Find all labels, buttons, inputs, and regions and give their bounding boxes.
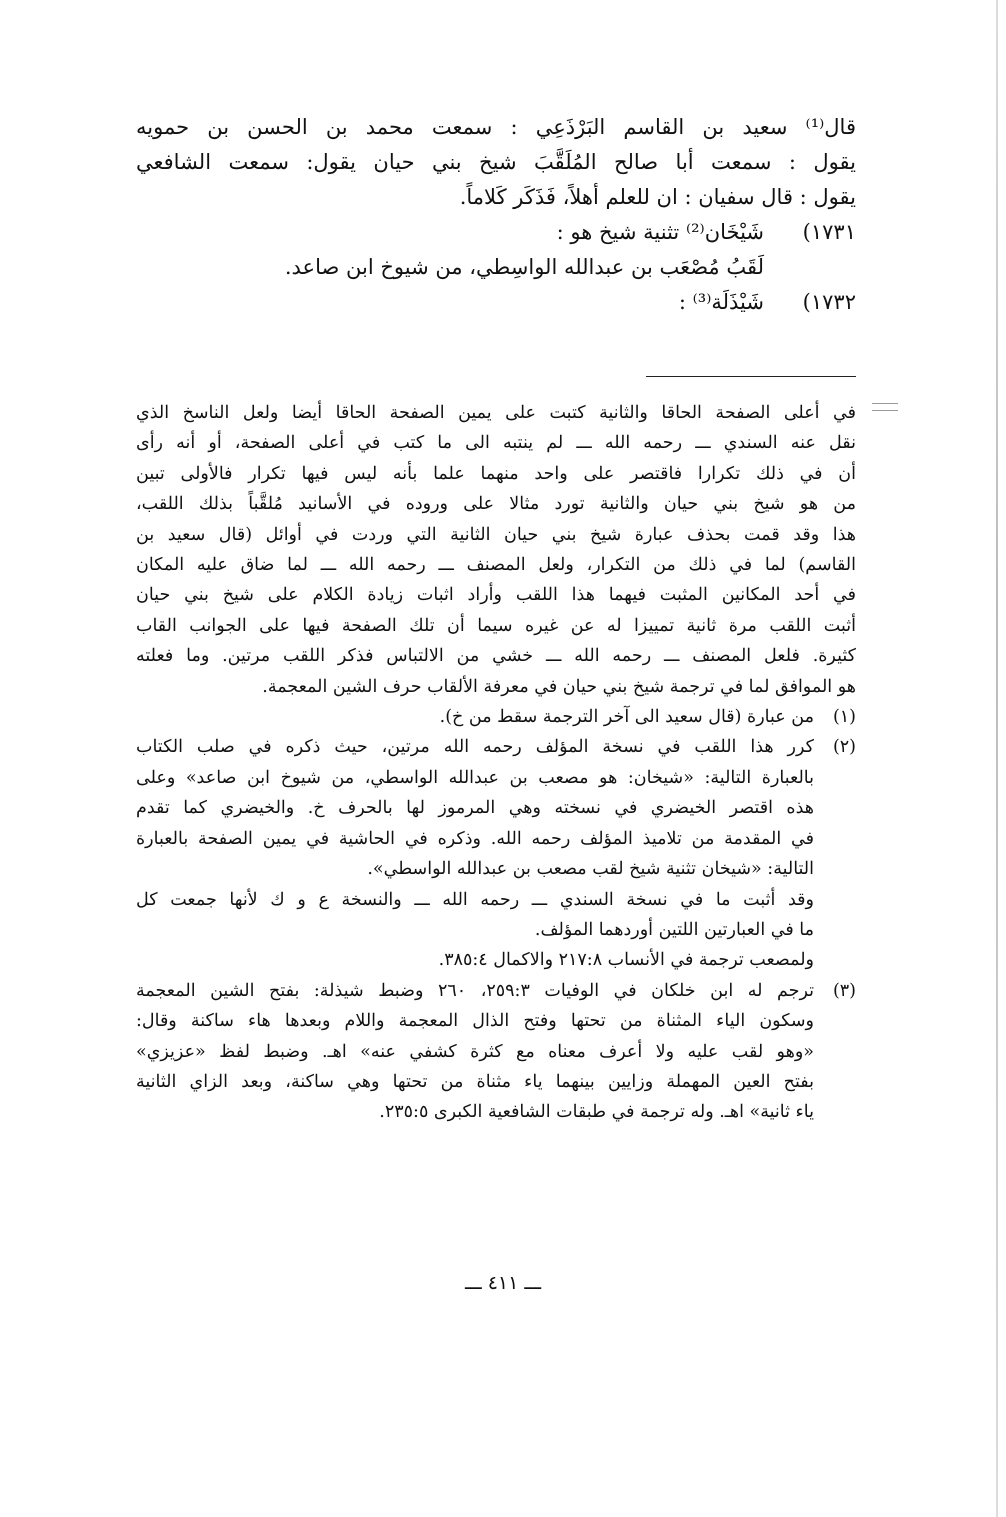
footnote-line: وقد أثبت ما في نسخة السندي ـــ رحمه الله ـــ والنسخة ع و ك لأنها جمعت كل	[136, 889, 814, 910]
entry-heading: شَيْذَلَة⁽³⁾ :	[678, 290, 764, 314]
footnote-line: أثبت اللقب مرة ثانية تمييزا له عن غيره سيما أن تلك الصفحة فيها على الجوانب القاب	[136, 615, 856, 636]
footnote-line: بالعبارة التالية: «شيخان: هو مصعب بن عبدالله الواسطي، من شيوخ ابن صاعد» وعلى	[136, 767, 814, 788]
footnote-line: ياء ثانية» اهـ. وله ترجمة في طبقات الشافعية الكبرى ٢٣٥:٥.	[379, 1102, 814, 1123]
footnote-1	[136, 702, 856, 732]
footnote-line: ولمصعب ترجمة في الأنساب ٢١٧:٨ والاكمال ٣٨٥:٤.	[438, 950, 814, 971]
entry-definition: لَقَبُ مُصْعَب بن عبدالله الواسِطي، من شيوخ ابن صاعد.	[284, 255, 764, 279]
entry-1731	[136, 215, 856, 250]
footnote-continuation	[136, 398, 856, 702]
main-text	[136, 110, 856, 320]
main-line: يقول : سمعت أبا صالح المُلَقَّبَ شيخ بني حيان يقول: سمعت الشافعي	[136, 150, 856, 174]
footnote-line: من عبارة (قال سعيد الى آخر الترجمة سقط من خ).	[439, 707, 814, 728]
footnote-label: (١)	[832, 707, 856, 728]
footnote-label: (٢)	[832, 737, 856, 758]
footnote-line: التالية: «شيخان تثنية شيخ لقب مصعب بن عبدالله الواسطي».	[367, 859, 814, 880]
footnote-line: ما في العبارتين اللتين أوردهما المؤلف.	[534, 919, 814, 940]
entry-number: ١٧٣٢)	[802, 290, 856, 314]
footnote-line: من هو شيخ بني حيان والثانية تورد مثالا على وروده في الأسانيد مُلقَّباً بذلك اللقب،	[136, 494, 856, 515]
footnote-line: بفتح العين المهملة وزايين بينهما ياء مثناة من تحتها وهي ساكنة، وبعد الزاي الثانية	[136, 1071, 814, 1092]
main-line: يقول : قال سفيان : ان للعلم أهلاً، فَذَكَر كَلاماً.	[459, 185, 856, 209]
footnote-2	[136, 732, 856, 975]
footnote-label: (٣)	[832, 980, 856, 1001]
footnote-3	[136, 976, 856, 1128]
main-line: قال⁽¹⁾ سعيد بن القاسم البَرْذَعِي : سمعت محمد بن الحسن بن حمويه	[136, 115, 856, 139]
footnote-line: ترجم له ابن خلكان في الوفيات ٢٥٩:٣، ٢٦٠ وضبط شيذلة: بفتح الشين المعجمة	[136, 980, 815, 1001]
footnotes	[136, 398, 856, 1128]
entry-heading: شَيْخَان⁽²⁾ تثنية شيخ هو :	[556, 220, 764, 244]
page-number: ـــ ٤١١ ـــ	[464, 1272, 542, 1294]
footnote-line: هذه اقتصر الخيضري في نسخته وهي المرموز لها بالحرف خ. والخيضري كما تقدم	[136, 798, 814, 819]
scan-edge	[996, 0, 998, 1517]
footnote-line: هذا وقد قمت بحذف عبارة شيخ بني حيان الثانية التي وردت في أوائل (قال سعيد بن	[136, 524, 856, 545]
footnote-line: في المقدمة من تلاميذ المؤلف رحمه الله. وذكره في الحاشية في يمين الصفحة بالعبارة	[136, 828, 814, 849]
footnote-line: كرر هذا اللقب في نسخة المؤلف رحمه الله مرتين، حيث ذكره في صلب الكتاب	[136, 737, 814, 758]
footnote-line: كثيرة. فلعل المصنف ـــ رحمه الله ـــ خشي من الالتباس فذكر اللقب مرتين. وما فعلته	[136, 646, 856, 667]
footnote-separator	[646, 376, 856, 377]
entry-number: ١٧٣١)	[802, 220, 856, 244]
footnote-line: في أحد المكانين المثبت فيهما هذا اللقب وأراد اثبات زيادة الكلام على شيخ بني حيان	[136, 585, 856, 606]
footnote-line: نقل عنه السندي ـــ رحمه الله ـــ لم ينتبه الى ما كتب في أعلى الصفحة، أو أنه رأى	[136, 433, 856, 454]
footnote-line: وسكون الياء المثناة من تحتها وفتح الذال المعجمة واللام وبعدها هاء ساكنة وقال:	[136, 1011, 814, 1032]
footnote-line: القاسم) لما في ذلك من التكرار، ولعل المصنف ـــ رحمه الله ـــ لما ضاق عليه المكان	[136, 555, 856, 576]
footnote-line: «وهو لقب عليه ولا أعرف معناه مع كثرة كشفي عنه» اهـ. وضبط لفظ «عزيزي»	[136, 1041, 814, 1062]
margin-mark	[872, 403, 898, 411]
footnote-line: هو الموافق لما في ترجمة شيخ بني حيان في معرفة الألقاب حرف الشين المعجمة.	[262, 676, 856, 697]
footnote-line: أن في ذلك تكرارا فاقتصر على واحد منهما علما بأنه ليس فيها تكرار فالأولى تبين	[136, 463, 856, 484]
entry-1732	[136, 285, 856, 320]
footnote-line: في أعلى الصفحة الحاقا والثانية كتبت على يمين الصفحة الحاقا أيضا ولعل الناسخ الذي	[136, 403, 856, 423]
